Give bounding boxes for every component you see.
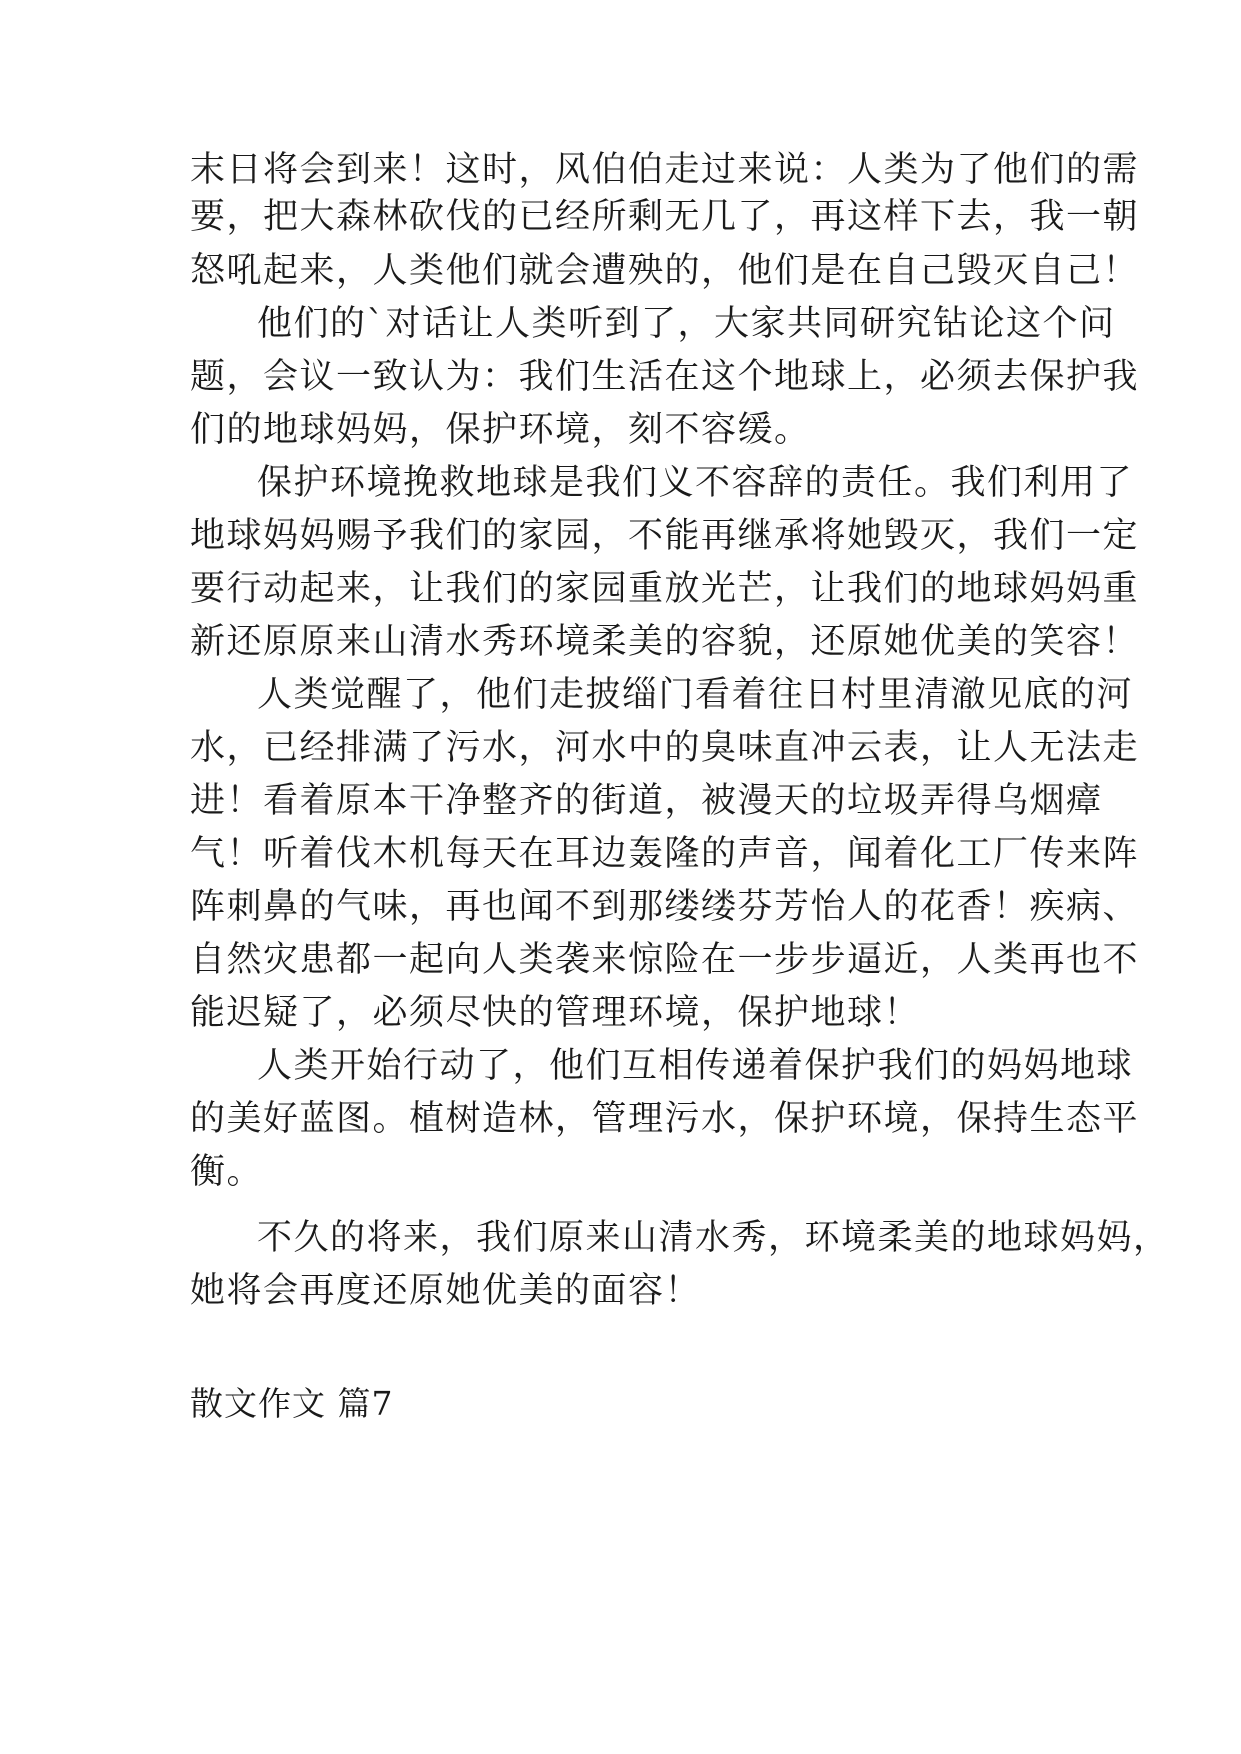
text-line: 的美好蓝图。植树造林，管理污水，保护环境，保持生态平 <box>190 1099 1140 1139</box>
text-line: 气！听着伐木机每天在耳边轰隆的声音，闻着化工厂传来阵 <box>190 834 1140 874</box>
text-line: 末日将会到来！这时，风伯伯走过来说：人类为了他们的需 <box>190 150 1140 190</box>
text-line: 她将会再度还原她优美的面容！ <box>190 1271 702 1311</box>
text-line: 进！看着原本干净整齐的街道，被漫天的垃圾弄得乌烟瘴 <box>190 781 1103 821</box>
paragraph-first-line: 不久的将来，我们原来山清水秀，环境柔美的地球妈妈， <box>257 1218 1170 1258</box>
text-line: 自然灾患都一起向人类袭来惊险在一步步逼近，人类再也不 <box>190 940 1140 980</box>
text-line: 题，会议一致认为：我们生活在这个地球上，必须去保护我 <box>190 357 1140 397</box>
text-line: 衡。 <box>190 1152 264 1192</box>
section-heading: 散文作文 篇7 <box>190 1384 394 1423</box>
text-line: 们的地球妈妈，保护环境，刻不容缓。 <box>190 410 811 450</box>
text-line: 水，已经排满了污水，河水中的臭味直冲云表，让人无法走 <box>190 728 1140 768</box>
text-line: 要，把大森林砍伐的已经所剩无几了，再这样下去，我一朝 <box>190 197 1140 237</box>
text-line: 地球妈妈赐予我们的家园，不能再继承将她毁灭，我们一定 <box>190 516 1140 556</box>
text-line: 新还原原来山清水秀环境柔美的容貌，还原她优美的笑容！ <box>190 622 1140 662</box>
text-line: 要行动起来，让我们的家园重放光芒，让我们的地球妈妈重 <box>190 569 1140 609</box>
paragraph-first-line: 保护环境挽救地球是我们义不容辞的责任。我们利用了 <box>257 463 1134 503</box>
paragraph-first-line: 人类觉醒了，他们走披缁门看着往日村里清澈见底的河 <box>257 675 1134 715</box>
paragraph-first-line: 他们的`对话让人类听到了，大家共同研究钻论这个问 <box>257 304 1116 344</box>
text-line: 怒吼起来，人类他们就会遭殃的，他们是在自己毁灭自己！ <box>190 251 1140 291</box>
paragraph-first-line: 人类开始行动了，他们互相传递着保护我们的妈妈地球 <box>257 1046 1134 1086</box>
text-line: 阵刺鼻的气味，再也闻不到那缕缕芬芳怡人的花香！疾病、 <box>190 887 1140 927</box>
text-line: 能迟疑了，必须尽快的管理环境，保护地球！ <box>190 993 921 1033</box>
